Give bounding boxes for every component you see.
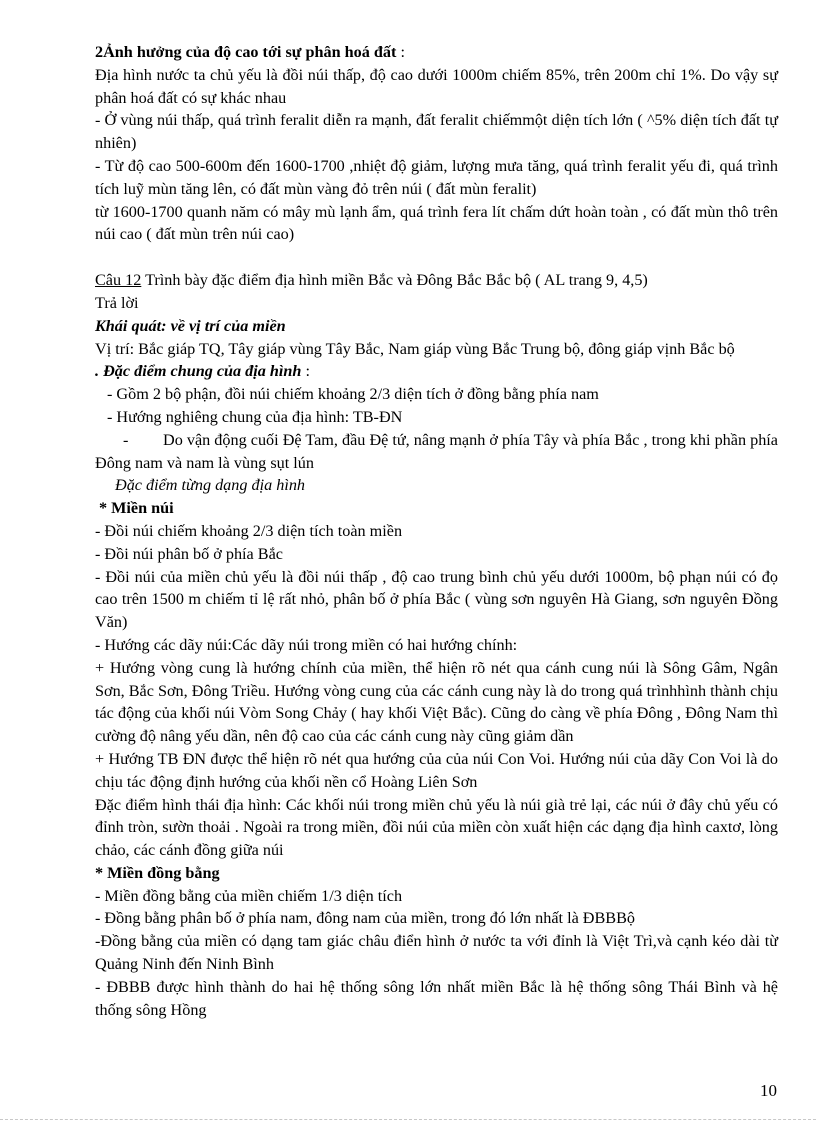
paragraph: - Ở vùng núi thấp, quá trình feralit diễn ra mạnh, đất feralit chiếmmột diện tích lớn ( ^5% diện tích đất tự nhiên) xyxy=(95,111,778,153)
question-text: Trình bày đặc điểm địa hình miền Bắc và Đông Bắc Bắc bộ ( AL trang 9, 4,5) xyxy=(141,271,648,290)
position-paragraph: Vị trí: Bắc giáp TQ, Tây giáp vùng Tây Bắc, Nam giáp vùng Bắc Trung bộ, đông giáp vịnh Bắc bộ xyxy=(95,339,735,358)
general-heading xyxy=(95,360,778,383)
subsection-heading: Đặc điểm từng dạng địa hình xyxy=(115,476,306,495)
paragraph: từ 1600-1700 quanh năm có mây mù lạnh ẩm, quá trình fera lít chấm dứt hoàn toàn , có đất mùn thô trên núi cao ( đất mùn trên núi cao) xyxy=(95,202,778,244)
page-bottom-divider xyxy=(0,1119,816,1120)
mountain-heading: * Miền núi xyxy=(99,499,174,518)
list-item: - Đồi núi phân bố ở phía Bắc xyxy=(95,544,283,563)
section-heading-text: 2Ảnh hưởng của độ cao tới sự phân hoá đất xyxy=(95,43,397,61)
page-number: 10 xyxy=(760,1081,777,1100)
general-heading-text: . Đặc điểm chung của địa hình xyxy=(95,362,302,381)
list-item: - Đồi núi chiếm khoảng 2/3 diện tích toàn miền xyxy=(95,521,403,540)
list-item: -Đồng bằng của miền có dạng tam giác châu điển hình ở nước ta với đỉnh là Việt Trì,và cạnh kéo dài từ Quảng Ninh đến Ninh Bình xyxy=(95,932,778,974)
spacer xyxy=(95,246,778,269)
list-item: - Gồm 2 bộ phận, đồi núi chiếm khoảng 2/3 diện tích ở đồng bằng phía nam xyxy=(107,385,599,404)
list-bullet: - xyxy=(123,430,129,449)
question-label: Câu 12 xyxy=(95,271,142,290)
list-item: + Hướng vòng cung là hướng chính của miền, thể hiện rõ nét qua cánh cung núi là Sông Gâm, Ngân Sơn, Bắc Sơn, Đông Triều. Hướng vòng cung của các cánh cung này là do trong quá trìnhhình thành chịu tác động của khối núi Vòm Song Chảy ( hay khối Việt Bắc). Cũng do càng về phía Đông , Đông Nam thì cường độ nâng yếu dần, nên độ cao của các cánh cung này cũng giảm dần xyxy=(95,658,778,746)
plain-heading: * Miền đồng bằng xyxy=(95,863,220,882)
section-heading-suffix: : xyxy=(396,43,405,61)
list-item: - Hướng các dãy núi:Các dãy núi trong miền có hai hướng chính: xyxy=(95,635,518,654)
list-item: - Đồng bằng phân bố ở phía nam, đông nam của miền, trong đó lớn nhất là ĐBBBộ xyxy=(95,909,635,928)
list-item: - Hướng nghiêng chung của địa hình: TB-ĐN xyxy=(107,407,403,426)
overview-heading: Khái quát: về vị trí của miền xyxy=(95,316,286,335)
list-item: - ĐBBB được hình thành do hai hệ thống sông lớn nhất miền Bắc là hệ thống sông Thái Bình và hệ thống sông Hồng xyxy=(95,977,778,1019)
section-heading xyxy=(95,41,778,64)
paragraph: - Từ độ cao 500-600m đến 1600-1700 ,nhiệt độ giảm, lượng mưa tăng, quá trình feralit yếu đi, quá trình tích luỹ mùn tăng lên, có đất mùn vàng đỏ trên núi ( đất mùn feralit) xyxy=(95,156,778,198)
list-item-text: Do vận động cuối Đệ Tam, đầu Đệ tứ, nâng mạnh ở phía Tây và phía Bắc , trong khi phần phía Đông nam và nam là vùng sụt lún xyxy=(95,430,778,472)
question-title xyxy=(95,269,778,292)
list-item xyxy=(95,429,778,475)
list-item: + Hướng TB ĐN được thể hiện rõ nét qua hướng của của núi Con Voi. Hướng núi của dãy Con Voi là do chịu tác động định hướng của khối nền cổ Hoàng Liên Sơn xyxy=(95,749,778,791)
paragraph: Đặc điểm hình thái địa hình: Các khối núi trong miền chủ yếu là núi già trẻ lại, các núi ở đây chủ yếu có đỉnh tròn, sườn thoải . Ngoài ra trong miền, đồi núi của miền còn xuất hiện các dạng địa hình caxtơ, lòng chảo, các cánh đồng giữa núi xyxy=(95,795,778,860)
answer-label: Trả lời xyxy=(95,293,139,312)
paragraph: Địa hình nước ta chủ yếu là đồi núi thấp, độ cao dưới 1000m chiếm 85%, trên 200m chỉ 1%. Do vậy sự phân hoá đất có sự khác nhau xyxy=(95,65,778,107)
list-item: - Miền đồng bằng của miền chiếm 1/3 diện tích xyxy=(95,886,403,905)
page-content xyxy=(95,41,778,1021)
list-item: - Đồi núi của miền chủ yếu là đồi núi thấp , độ cao trung bình chủ yếu dưới 1000m, bộ phạn núi có đọ cao trên 1500 m chiếm tỉ lệ rất nhỏ, phân bố ở phía Bắc ( vùng sơn nguyên Hà Giang, sơn nguyên Đồng Văn) xyxy=(95,567,778,632)
general-heading-suffix: : xyxy=(301,362,310,381)
